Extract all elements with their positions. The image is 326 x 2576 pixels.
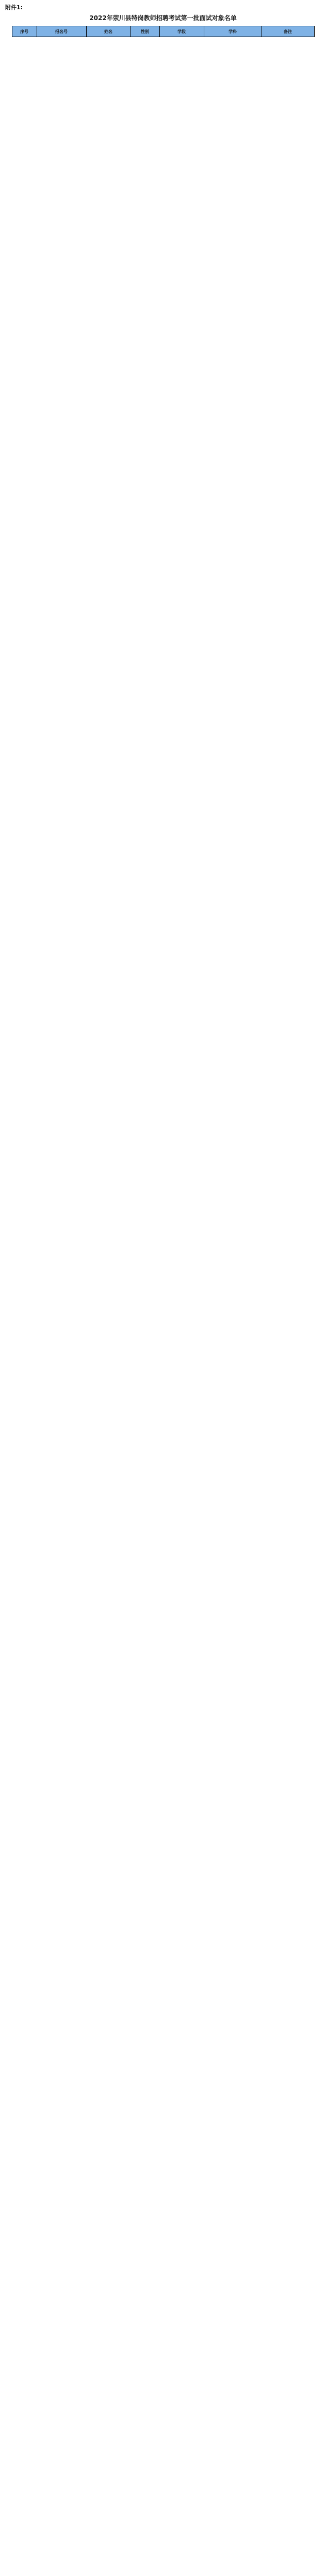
column-header-index: 序号 [12,26,37,37]
candidate-table [12,26,315,37]
column-header-remarks: 备注 [262,26,314,37]
attachment-label: 附件1: [5,4,23,11]
column-header-registration-no: 报名号 [37,26,86,37]
document-title: 2022年荥川县特岗教师招聘考试第一批面试对象名单 [89,14,237,22]
column-header-name: 姓名 [86,26,131,37]
column-header-subject: 学科 [204,26,262,37]
table-header-row [12,26,314,37]
column-header-gender: 性别 [131,26,159,37]
column-header-level: 学段 [159,26,204,37]
